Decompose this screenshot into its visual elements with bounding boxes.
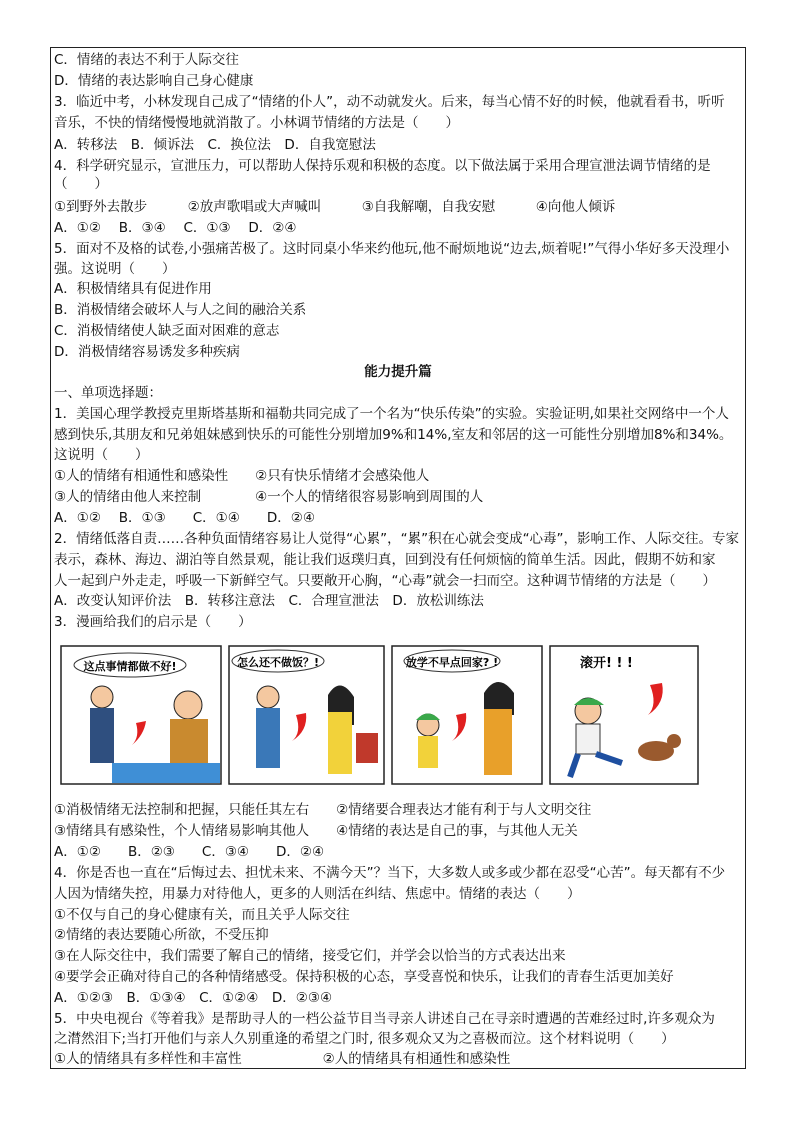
section-title: 能力提升篇: [364, 364, 432, 380]
comic-panel-4: [550, 646, 698, 784]
text-line: 表示，森林、海边、湖泊等自然景观，能让我们返璞归真，回到没有任何烦恼的简单生活。因此，假期不妨和家: [54, 552, 716, 568]
text-line: D．情绪的表达影响自己身心健康: [54, 73, 254, 89]
comic-strip: [60, 645, 700, 787]
comic-panel-3: [392, 646, 542, 784]
text-line: A．①② B．①③ C．①④ D．②④: [54, 510, 315, 526]
text-line: A．改变认知评价法 B．转移注意法 C．合理宣泄法 D．放松训练法: [54, 593, 484, 609]
text-line: ③情绪具有感染性，个人情绪易影响其他人 ④情绪的表达是自己的事，与其他人无关: [54, 823, 578, 839]
text-line: A．①②③ B．①③④ C．①②④ D．②③④: [54, 990, 333, 1006]
text-line: 3．临近中考，小林发现自己成了“情绪的仆人”，动不动就发火。后来，每当心情不好的时候，他就看看书，听听: [54, 94, 725, 110]
text-line: 音乐，不快的情绪慢慢地就消散了。小林调节情绪的方法是（ ）: [54, 115, 459, 131]
text-line: 1．美国心理学教授克里斯塔基斯和福勒共同完成了一个名为“快乐传染”的实验。实验证明,如果社交网络中一个人: [54, 406, 729, 422]
text-line: D．消极情绪容易诱发多种疾病: [54, 344, 240, 360]
text-line: 一、单项选择题：: [54, 385, 162, 401]
text-line: 强。这说明（ ）: [54, 261, 176, 277]
text-line: 5．面对不及格的试卷,小强痛苦极了。这时同桌小华来约他玩,他不耐烦地说“边去,烦着呢!”气得小华好多天没理小: [54, 241, 730, 257]
text-line: C．情绪的表达不利于人际交往: [54, 52, 239, 68]
text-line: B．消极情绪会破坏人与人之间的融洽关系: [54, 302, 307, 318]
text-line: 3．漫画给我们的启示是（ ）: [54, 614, 252, 630]
text-line: 这说明（ ）: [54, 447, 149, 463]
text-line: 人一起到户外走走，呼吸一下新鲜空气。只要敞开心胸，“心毒”就会一扫而空。这种调节情绪的方法是（ ）: [54, 573, 716, 589]
text-line: ①消极情绪无法控制和把握，只能任其左右 ②情绪要合理表达才能有利于与人文明交往: [54, 802, 592, 818]
text-line: ③在人际交往中，我们需要了解自己的情绪，接受它们，并学会以恰当的方式表达出来: [54, 948, 566, 964]
speech-text: 放学不早点回家? !: [405, 656, 499, 669]
text-line: 人因为情绪失控，用暴力对待他人，更多的人则活在纠结、焦虑中。情绪的表达（ ）: [54, 886, 581, 902]
document-frame: [50, 47, 746, 1069]
text-line: ①不仅与自己的身心健康有关，而且关乎人际交往: [54, 907, 350, 923]
comic-panel-2: [229, 646, 384, 784]
text-line: A．转移法 B．倾诉法 C．换位法 D．自我宽慰法: [54, 137, 376, 153]
text-line: 4．你是否也一直在“后悔过去、担忧未来、不满今天”？当下，大多数人或多或少都在忍受“心苦”。每天都有不少: [54, 865, 726, 881]
text-line: 5．中央电视台《等着我》是帮助寻人的一档公益节目当寻亲人讲述自己在寻亲时遭遇的苦难经过时,许多观众为: [54, 1011, 715, 1027]
comic-panel-1: [61, 646, 221, 784]
speech-text: 这点事情都做不好!: [83, 660, 177, 673]
speech-text: 怎么还不做饭？!: [236, 656, 320, 669]
text-line: 之潸然泪下;当打开他们与亲人久别重逢的希望之门时, 很多观众又为之喜极而泣。这个材料说明（ ）: [54, 1031, 675, 1047]
text-line: C．消极情绪使人缺乏面对困难的意志: [54, 323, 280, 339]
text-line: A．积极情绪具有促进作用: [54, 281, 212, 297]
text-line: ①人的情绪有相通性和感染性 ②只有快乐情绪才会感染他人: [54, 468, 430, 484]
text-line: 4．科学研究显示，宣泄压力，可以帮助人保持乐观和积极的态度。以下做法属于采用合理宣泄法调节情绪的是: [54, 158, 711, 174]
text-line: ①人的情绪具有多样性和丰富性 ②人的情绪具有相通性和感染性: [54, 1051, 511, 1067]
text-line: A．①② B．③④ C．①③ D．②④: [54, 220, 297, 236]
speech-text: 滚开! ! !: [580, 656, 633, 671]
text-line: ①到野外去散步 ②放声歌唱或大声喊叫 ③自我解嘲，自我安慰 ④向他人倾诉: [54, 199, 616, 215]
text-line: A．①② B．②③ C．③④ D．②④: [54, 844, 325, 860]
text-line: 感到快乐,其朋友和兄弟姐妹感到快乐的可能性分别增加9%和14%,室友和邻居的这一可能性分别增加8%和34%。: [54, 427, 733, 443]
text-line: （ ）: [54, 176, 108, 192]
text-line: ③人的情绪由他人来控制 ④一个人的情绪很容易影响到周围的人: [54, 489, 484, 505]
text-line: ④要学会正确对待自己的各种情绪感受。保持积极的心态，享受喜悦和快乐，让我们的青春生活更加美好: [54, 969, 674, 985]
text-line: 2．情绪低落自责……各种负面情绪容易让人觉得“心累”，“累”积在心就会变成“心毒”，影响工作、人际交往。专家: [54, 531, 740, 547]
text-line: ②情绪的表达要随心所欲，不受压抑: [54, 927, 269, 943]
